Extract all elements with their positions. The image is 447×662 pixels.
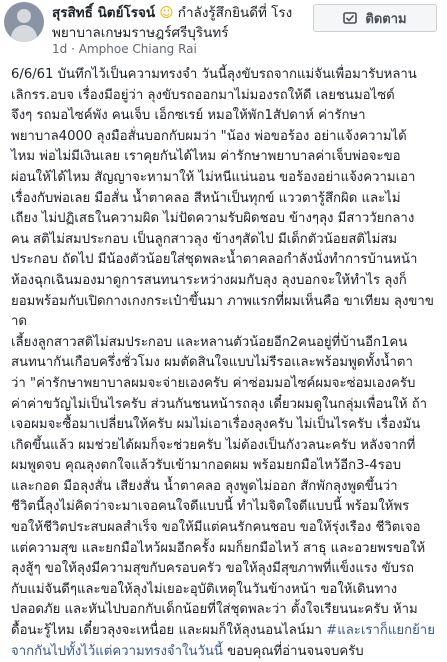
follow-icon [343,11,357,25]
post-header [0,0,447,62]
avatar[interactable] [4,2,44,42]
post-location[interactable]: Amphoe Chiang Rai [78,42,197,56]
post-body [11,65,439,662]
avatar-head-shape [17,9,31,23]
hashtag-link[interactable]: #และเราก็แยกย้ายจากกันไปทั้งไว้แต่ความทรงจำในวันนี้ [11,623,435,659]
feeling-status: กำลังรู้สึกยินดีที่ โรง [177,5,293,21]
follow-button[interactable] [313,4,437,32]
post-time[interactable]: 1d [52,42,68,56]
post-meta [52,42,197,56]
post-title-block [52,3,302,43]
follow-label: ติดตาม [365,11,407,27]
author-name[interactable]: สุรสิทธิ์ นิตย์โรจน์ [52,5,156,21]
feeling-location[interactable]: พยาบาลเกษมราษฎร์ศรีบุรินทร์ [52,25,229,41]
post-closing-text: ขอบคุณที่อ่านจนจบครับ [222,643,364,659]
post-text: 6/6/61 บันทึกไว้เป็นความทรงจำ วันนี้ลุงขับรถจากแม่จันเพื่อมารับหลาน เลิกรร.อบจ เรื่องมีอยู่ว่า ลุงขับรถออกมาไม่มองรถให้ดี เลยชนมอไซด์ จึงๆ รถมอไซค์พัง คนเจ็บ เอ็กซเรย์ หมอให้พัก1สัปดาห์ ค่ารักษา พยาบาล4000 ลุงมือสั่นบอกกับผมว่า "น้อง พ่อขอร้อง อย่าแจ้งความได้ ไหม พ่อไม่มีเงินเลย เราคุยกันได้ไหม ค่ารักษาพยาบาลค่าเจ็บพ่อจะขอ ผ่อนให้ได้ไหม สัญญาจะหามาให้ ไม่หนีแน่นอน ขอร้องอย่าแจ้งความเอา เรื่องกับพ่อเลย มือสั่น น้ำตาคลอ สีหน้าเป็นทุกข์ แววตารู้สึกผิด และไม่ เถียง ไม่ปฏิเสธในความผิด ไม่ปัดความรับผิดชอบ ข้างๆลุง มีสาววัยกลาง คน สติไม่สมประกอบ เป็นลูกสาวลุง ข้างๆสัดไป มีเด็กตัวน้อยสติไม่สม ประกอบ ถัดไป มีน้องตัวน้อยใส่ชุดพละน้ำตาคลอกำลังนั่งทำการบ้านหน้า ห้องฉุกเฉินมองมาดูการสนทนาระหว่างผมกับลุง ลุงบอกจะให้ทำไร ลุงก็ ยอมพร้อมกับเปิดกางเกงกระเป๋าขึ้นมา ภาพแรกที่ผมเห็นคือ ขาเทียม ลุงขาขาด เลี้ยงลูกสาวสติไม่สมประกอบ และหลานตัวน้อยอีก2คนอยู่ที่บ้านอีก1คน สนทนากันเกือบครึ่งชั่วโมง ผมตัดสินใจแบบไม่รีรอเเละพร้อมพูดทั้งน้ำตา ว่า "ค่ารักษาพยาบาลผมจะจ่ายเองครับ ค่าซ่อมมอไซค์ผมจะซ่อมเองครับ ค่าค่าขวัญไม่เป็นไรครับ ส่วนกันชนหน้ารถลุง เดี๋ยวผมดูในกลุ่มเพื่อนให้ ถ้า เจอผมจะซื้อมาเปลี่ยนให้ครับ ผมไม่เอาเรื่องลุงครับ ไม่เป็นไรครับ เรื่องมัน เกิดขึ้นแล้ว ผมช่วยได้ผมก็จะช่วยครับ ไม่ต้องเป็นกังวลนะครับ หลังจากที่ ผมพูดจบ คุณลุงตกใจแล้วรับเข้ามากอดผม พร้อมยกมือไหว้อีก3-4รอบ และกอด มือลุงสั่น เสียงสั่น น้ำตาคลอ ลุงพูดไม่ออก สักพักลุงพูดขึ้นว่า ชีวิตนี้ลุงไม่คิดว่าจะมาเจอคนใจดีแบบนี้ ทำไมจิตใจดีแบบนี้ พร้อมให้พร ขอให้ชีวิตประสบผลสำเร็จ ขอให้มีแต่คนรักคนชอบ ขอให้รุ่งเรือง ชีวิตเจอ แต่ความสุข และยกมือไหว้ผมอีกครั้ง ผมก็ยกมือไหว้ สาธุ และอวยพรขอให้ ลุงสู้ๆ ขอให้ลุงมีความสุขกับครอบครัว ขอให้ลุงมีสุขภาพที่แข็งแรง ขับรถ กับแม่จันดีๆและขอให้ลุงไม่เยอะอุบัติเหตุในวันข้างหน้า ขอให้เดินทาง ปลอดภัย และหันไปบอกกับเด็กน้อยที่ใส่ชุดพละว่า ตั้งใจเรียนนะครับ ห้าม ดื้อนะรู้ไหม เดี๋ยวลุงจะเหนื่อย และผมก็ให้ลุงนอนไลน์มา [11,67,434,639]
smiley-icon: ☺ [159,5,174,21]
avatar-body-shape [11,25,37,42]
meta-separator: · [71,42,79,56]
